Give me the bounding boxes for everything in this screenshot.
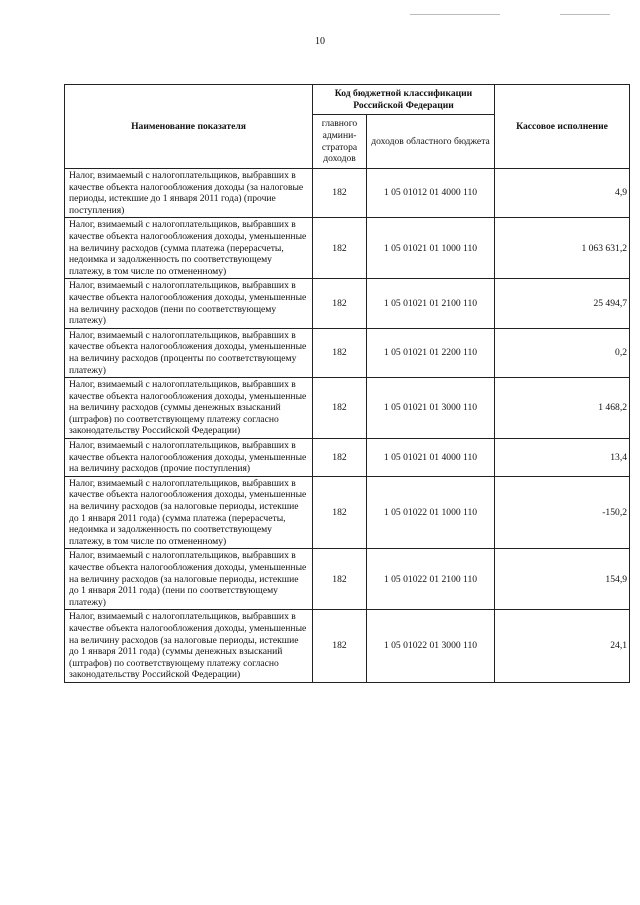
header-cash: Кассовое исполнение — [495, 85, 630, 169]
row-name: Налог, взимаемый с налогоплательщиков, выбравших в качестве объекта налогообложения доходы, уменьшенные на величину расходов (за налоговые периоды, истекшие до 1 января 2011 года) (суммы денежных взысканий (штрафов) по соответствующему платежу согласно законодательству Российской Федерации) — [65, 610, 313, 683]
row-name: Налог, взимаемый с налогоплательщиков, выбравших в качестве объекта налогообложения доходы, уменьшенные на величину расходов (сумма платежа (перерасчеты, недоимка и задолженность по соответствующему платежу, в том числе по отмененному) — [65, 218, 313, 279]
row-name: Налог, взимаемый с налогоплательщиков, выбравших в качестве объекта налогообложения доходы, уменьшенные на величину расходов (пени по соответствующему платежу) — [65, 279, 313, 328]
row-name: Налог, взимаемый с налогоплательщиков, выбравших в качестве объекта налогообложения доходы, уменьшенные на величину расходов (за налоговые периоды, истекшие до 1 января 2011 года) (сумма платежа (перерасчеты, недоимка и задолженность по соответствующему платежу, в том числе по отмененному) — [65, 476, 313, 549]
budget-table — [64, 84, 630, 683]
row-name: Налог, взимаемый с налогоплательщиков, выбравших в качестве объекта налогообложения доходы, уменьшенные на величину расходов (суммы денежных взысканий (штрафов) по соответствующему платежу согласно законодательству Российской Федерации) — [65, 378, 313, 439]
row-admin-code: 182 — [313, 378, 367, 439]
row-amount: 1 468,2 — [495, 378, 630, 439]
table-row — [65, 218, 630, 279]
table-row — [65, 378, 630, 439]
row-amount: 24,1 — [495, 610, 630, 683]
table-row — [65, 439, 630, 477]
row-amount: 0,2 — [495, 328, 630, 377]
table-row — [65, 476, 630, 549]
table-row — [65, 169, 630, 218]
row-amount: -150,2 — [495, 476, 630, 549]
row-income-code: 1 05 01022 01 2100 110 — [367, 549, 495, 610]
scan-artifact — [560, 14, 610, 15]
header-code-group: Код бюджетной классификации Российской Федерации — [313, 85, 495, 115]
row-income-code: 1 05 01012 01 4000 110 — [367, 169, 495, 218]
table-row — [65, 610, 630, 683]
row-admin-code: 182 — [313, 610, 367, 683]
header-name: Наименование показателя — [65, 85, 313, 169]
table-row — [65, 549, 630, 610]
table-row — [65, 279, 630, 328]
row-admin-code: 182 — [313, 328, 367, 377]
row-income-code: 1 05 01022 01 1000 110 — [367, 476, 495, 549]
row-amount: 4,9 — [495, 169, 630, 218]
row-amount: 154,9 — [495, 549, 630, 610]
table-row — [65, 328, 630, 377]
row-income-code: 1 05 01022 01 3000 110 — [367, 610, 495, 683]
row-income-code: 1 05 01021 01 2100 110 — [367, 279, 495, 328]
row-amount: 25 494,7 — [495, 279, 630, 328]
row-income-code: 1 05 01021 01 1000 110 — [367, 218, 495, 279]
scan-artifact — [410, 14, 500, 15]
row-admin-code: 182 — [313, 549, 367, 610]
row-amount: 1 063 631,2 — [495, 218, 630, 279]
row-income-code: 1 05 01021 01 3000 110 — [367, 378, 495, 439]
row-name: Налог, взимаемый с налогоплательщиков, выбравших в качестве объекта налогообложения доходы, уменьшенные на величину расходов (за налоговые периоды, истекшие до 1 января 2011 года) (пени по соответствующему платежу) — [65, 549, 313, 610]
row-name: Налог, взимаемый с налогоплательщиков, выбравших в качестве объекта налогообложения доходы (за налоговые периоды, истекшие до 1 января 2011 года) (прочие поступления) — [65, 169, 313, 218]
header-income-code: доходов областного бюджета — [367, 115, 495, 169]
row-amount: 13,4 — [495, 439, 630, 477]
row-admin-code: 182 — [313, 218, 367, 279]
table-body — [65, 169, 630, 683]
row-admin-code: 182 — [313, 279, 367, 328]
row-admin-code: 182 — [313, 439, 367, 477]
row-name: Налог, взимаемый с налогоплательщиков, выбравших в качестве объекта налогообложения доходы, уменьшенные на величину расходов (прочие поступления) — [65, 439, 313, 477]
row-income-code: 1 05 01021 01 4000 110 — [367, 439, 495, 477]
table-header — [65, 85, 630, 169]
row-admin-code: 182 — [313, 476, 367, 549]
page-number: 10 — [315, 36, 325, 47]
row-name: Налог, взимаемый с налогоплательщиков, выбравших в качестве объекта налогообложения доходы, уменьшенные на величину расходов (проценты по соответствующему платежу) — [65, 328, 313, 377]
row-income-code: 1 05 01021 01 2200 110 — [367, 328, 495, 377]
header-admin: главного админи-стратора доходов — [313, 115, 367, 169]
row-admin-code: 182 — [313, 169, 367, 218]
